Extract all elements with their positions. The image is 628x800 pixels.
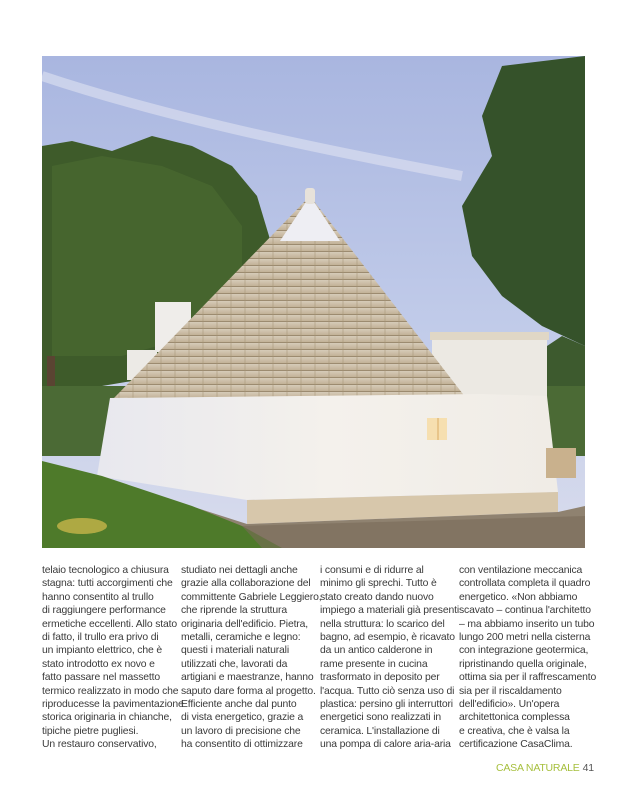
text-line: tipiche pietre pugliesi.	[42, 725, 139, 737]
text-line: ottima sia per il raffrescamento	[459, 672, 597, 684]
text-line: con integrazione geotermica,	[459, 645, 589, 657]
text-line: di vista energetico, grazie a	[181, 712, 304, 724]
text-line: riproducesse la pavimentazione	[42, 699, 184, 711]
text-line: sia per il riscaldamento	[459, 685, 562, 697]
text-line: rame presente in cucina	[320, 658, 428, 670]
text-line: questi i materiali naturali	[181, 645, 289, 657]
magazine-name: CASA NATURALE	[496, 762, 580, 774]
text-line: energetici sono realizzati in	[320, 712, 441, 724]
text-line: originaria dell'edificio. Pietra,	[181, 618, 308, 630]
text-line: – ma abbiamo inserito un tubo	[459, 618, 595, 630]
article-column-4	[459, 564, 599, 752]
text-line: da un antico calderone in	[320, 645, 433, 657]
photo-illustration	[42, 56, 585, 548]
text-line: un impianto elettrico, che è	[42, 645, 162, 657]
text-line: utilizzati che, lavorati da	[181, 658, 288, 670]
text-line: plastica: persino gli interruttori	[320, 699, 453, 711]
text-line: ceramica. L'installazione di	[320, 725, 440, 737]
text-line: ermetiche eccellenti. Allo stato	[42, 618, 177, 630]
text-line: bagno, ad esempio, è ricavato	[320, 632, 455, 644]
text-line: certificazione CasaClima.	[459, 739, 573, 751]
text-line: hanno consentito al trullo	[42, 591, 154, 603]
text-line: artigiani e maestranze, hanno	[181, 672, 314, 684]
text-line: dell'edificio». Un'opera	[459, 699, 560, 711]
text-line: di raggiungere performance	[42, 605, 166, 617]
text-line: minimo gli sprechi. Tutto è	[320, 578, 437, 590]
article-column-3	[320, 564, 460, 752]
text-line: saputo dare forma al progetto.	[181, 685, 316, 697]
text-line: di fatto, il trullo era privo di	[42, 632, 159, 644]
trullo-photo	[42, 56, 585, 548]
text-line: i consumi e di ridurre al	[320, 565, 424, 576]
text-line: termico realizzato in modo che	[42, 685, 179, 697]
article-column-2	[181, 564, 322, 752]
text-line: scavato – continua l'architetto	[459, 605, 591, 617]
text-line: che riprende la struttura	[181, 605, 287, 617]
text-line: un lavoro di precisione che	[181, 725, 301, 737]
text-line: Un restauro conservativo,	[42, 739, 157, 751]
text-line: impiego a materiali già presenti	[320, 605, 460, 617]
page-number: 41	[582, 762, 594, 774]
text-line: grazie alla collaborazione del	[181, 578, 311, 590]
text-line: con ventilazione meccanica	[459, 565, 583, 576]
text-line: e creativa, che è valsa la	[459, 725, 570, 737]
text-line: architettonica complessa	[459, 712, 570, 724]
text-line: una pompa di calore aria-aria	[320, 739, 451, 751]
text-line: energetico. «Non abbiamo	[459, 591, 578, 603]
page-footer	[496, 762, 594, 774]
text-line: studiato nei dettagli anche	[181, 565, 298, 576]
article-column-1	[42, 564, 184, 752]
text-line: fatto passare nel massetto	[42, 672, 160, 684]
text-line: trasformato in deposito per	[320, 672, 440, 684]
text-line: ripristinando quella originale,	[459, 658, 587, 670]
text-line: stagna: tutti accorgimenti che	[42, 578, 173, 590]
text-line: stato creato dando nuovo	[320, 591, 434, 603]
text-line: telaio tecnologico a chiusura	[42, 565, 169, 576]
text-line: lungo 200 metri nella cisterna	[459, 632, 591, 644]
text-line: stato introdotto ex novo e	[42, 658, 155, 670]
text-line: ha consentito di ottimizzare	[181, 739, 303, 751]
text-line: Efficiente anche dal punto	[181, 699, 297, 711]
text-line: committente Gabriele Leggiero,	[181, 591, 322, 603]
text-line: metalli, ceramiche e legno:	[181, 632, 301, 644]
text-line: controllata completa il quadro	[459, 578, 591, 590]
text-line: l'acqua. Tutto ciò senza uso di	[320, 685, 455, 697]
text-line: nella struttura: lo scarico del	[320, 618, 445, 630]
text-line: storica originaria in chianche,	[42, 712, 172, 724]
